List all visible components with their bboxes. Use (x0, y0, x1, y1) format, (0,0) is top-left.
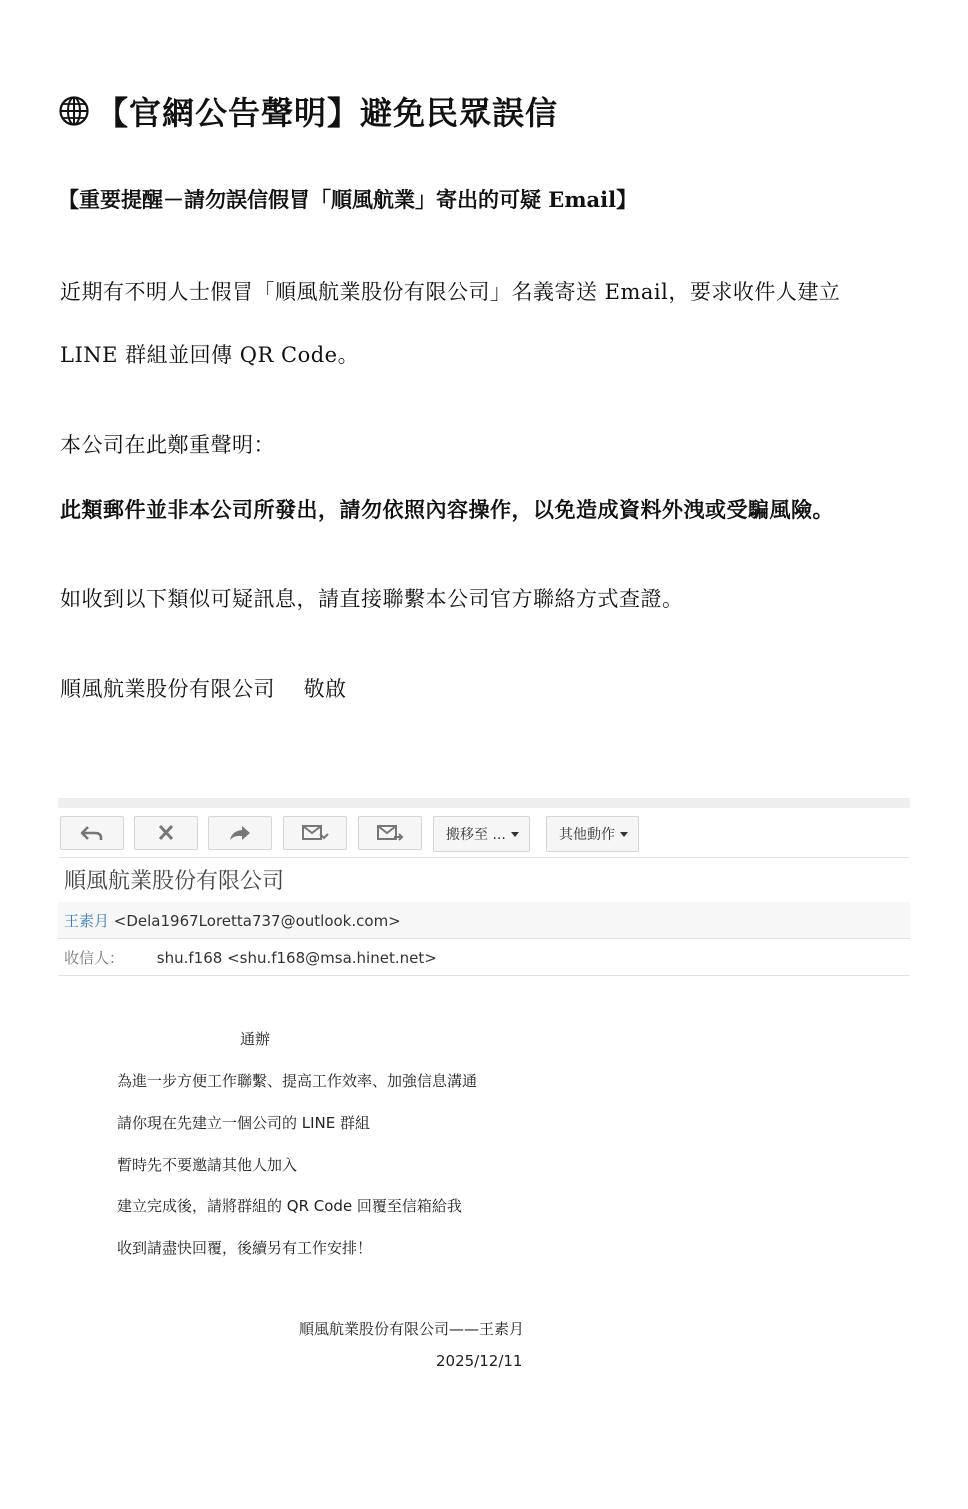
move-to-label: 搬移至 ... (446, 827, 506, 843)
move-mail-icon (376, 822, 404, 844)
other-actions-label: 其他動作 (559, 827, 615, 843)
divider (58, 857, 910, 858)
forward-button[interactable] (208, 816, 272, 850)
to-label: 收信人： (64, 949, 125, 967)
paragraph-line: LINE 群組並回傳 QR Code。 (60, 343, 360, 367)
email-body-line: 請你現在先建立一個公司的 LINE 群組 (117, 1114, 371, 1132)
paragraph-advice: 如收到以下類似可疑訊息，請直接聯繫本公司官方聯絡方式查證。 (60, 587, 684, 611)
globe-icon (58, 95, 90, 127)
paragraph-statement-bold: 此類郵件並非本公司所發出，請勿依照內容操作，以免造成資料外洩或受騙風險。 (60, 497, 834, 522)
email-greeting: 通辦 (240, 1030, 271, 1048)
paragraph-line: 近期有不明人士假冒「順風航業股份有限公司」名義寄送 Email，要求收件人建立 (60, 280, 841, 304)
email-from (64, 910, 401, 931)
title-text: 【官網公告聲明】避免民眾誤信 (96, 94, 559, 132)
delete-icon (152, 822, 180, 844)
mark-mail-icon (301, 822, 329, 844)
email-top-bar (58, 798, 910, 808)
divider (58, 938, 910, 939)
email-date: 2025/12/11 (436, 1352, 523, 1370)
delete-button[interactable] (134, 816, 198, 850)
signature: 順風航業股份有限公司 敬啟 (60, 677, 347, 701)
chevron-down-icon (511, 832, 519, 837)
email-body-line: 建立完成後，請將群組的 QR Code 回覆至信箱給我 (117, 1197, 462, 1215)
move-to-dropdown[interactable] (433, 816, 530, 852)
email-body-line: 暫時先不要邀請其他人加入 (117, 1156, 298, 1174)
mark-mail-button[interactable] (283, 816, 347, 850)
email-body-line: 收到請盡快回覆，後續另有工作安排！ (117, 1239, 373, 1257)
recipient: shu.f168 <shu.f168@msa.hinet.net> (156, 949, 437, 967)
chevron-down-icon (620, 832, 628, 837)
sender-name[interactable]: 王素月 (64, 912, 110, 930)
sender-address: <Dela1967Loretta737@outlook.com> (113, 912, 401, 930)
email-body-line: 為進一步方便工作聯繫、提高工作效率、加強信息溝通 (117, 1072, 478, 1090)
email-subject: 順風航業股份有限公司 (64, 869, 285, 894)
reply-icon (78, 822, 106, 844)
other-actions-dropdown[interactable] (546, 816, 639, 852)
move-mail-button[interactable] (358, 816, 422, 850)
paragraph-statement-intro: 本公司在此鄭重聲明： (60, 433, 275, 457)
email-to (64, 947, 437, 968)
subtitle: 【重要提醒－請勿誤信假冒「順風航業」寄出的可疑 Email】 (58, 187, 638, 212)
email-sign-off: 順風航業股份有限公司——王素月 (299, 1320, 525, 1338)
forward-icon (226, 822, 254, 844)
page-title (58, 88, 558, 134)
reply-button[interactable] (60, 816, 124, 850)
divider (58, 975, 910, 976)
